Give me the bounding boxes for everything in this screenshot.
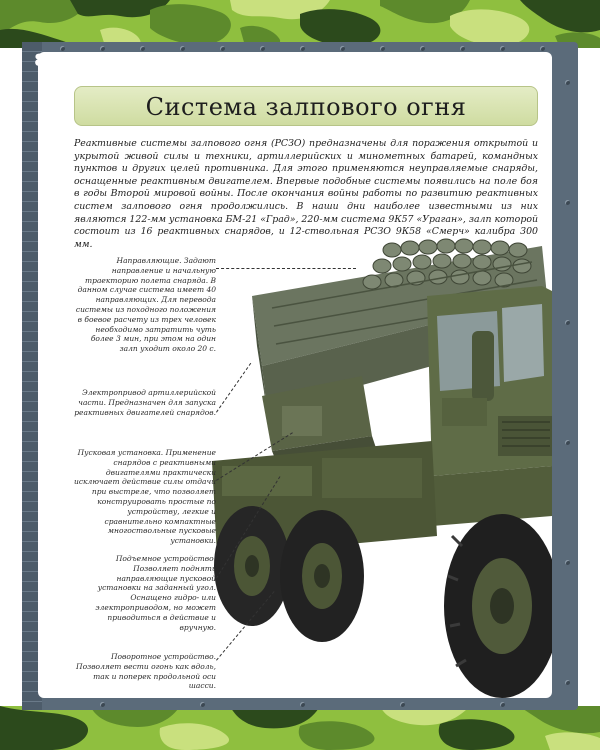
rivet	[565, 320, 570, 325]
rivet	[420, 46, 425, 51]
rivet	[100, 702, 105, 707]
title-banner	[74, 86, 538, 126]
rivet	[340, 46, 345, 51]
rivet	[220, 46, 225, 51]
page-title: Система залпового огня	[145, 93, 467, 121]
rivet	[565, 200, 570, 205]
annotation-traverse-mechanism: Поворотное устройство. Позволяет вести огонь как вдоль, так и поперек продольной оси шасси.	[76, 652, 216, 691]
rivet	[200, 702, 205, 707]
rivet	[565, 560, 570, 565]
rivet	[100, 46, 105, 51]
annotation-elevating-mechanism: Подъемное устройство. Позволяет поднять направляющие пусковой установки на заданный угол. Оснащено гидро- или электроприводом, но может приводиться в действие и вручную.	[95, 554, 216, 632]
annotation-electric-drive: Электропривод артиллерийской части. Предназначен для запуска реактивных двигателей снарядов.	[74, 388, 216, 417]
leader-line	[216, 268, 356, 269]
rivet	[565, 80, 570, 85]
annotation-guides: Направляющие. Задают направление и начальную траекторию полета снаряда. В данном случае система имеет 40 направляющих. Для перевода системы из походного положения в боевое расчету из трех человек необходимо затратить чуть более 3 мин, при этом на один залп уходит около 20 с.	[75, 256, 216, 354]
annotation-launcher: Пусковая установка. Применение снарядов с реактивными двигателями практически исключает действие силы отдачи при выстреле, что позволяет конструировать простые по устройству, легкие и сравнительно компактные многоствольные пусковые установки.	[74, 448, 216, 546]
rivet	[300, 46, 305, 51]
rivet	[260, 46, 265, 51]
rivet	[540, 46, 545, 51]
rivet	[460, 46, 465, 51]
rocket-launcher-truck-illustration	[212, 236, 552, 706]
intro-paragraph: Реактивные системы залпового огня (РСЗО) предназначены для поражения открытой и укрытой живой силы и техники, артиллерийских и минометных батарей, командных пунктов и других целей противника. Для этого применяются неуправляемые снаряды, оснащенные реактивным двигателем. Впервые подобные системы появились на поле боя в годы Второй мировой войны. После окончания войны работы по развитию реактивных систем залпового огня продолжились. В наши дни наиболее известными из них являются 122-мм установка БМ-21 «Град», 220-мм система 9К57 «Ураган», залп которой состоит из 16 реактивных снарядов, и 12-ствольная РСЗО 9К58 «Смерч» калибра 300 мм.	[74, 138, 538, 250]
rivet	[500, 46, 505, 51]
rivet	[140, 46, 145, 51]
rivet	[565, 440, 570, 445]
rivet	[180, 46, 185, 51]
page-number: 8	[34, 51, 46, 71]
rivet	[60, 46, 65, 51]
camouflage-band-top	[0, 0, 600, 48]
rivet	[380, 46, 385, 51]
camouflage-band-bottom	[0, 706, 600, 750]
rivet	[565, 680, 570, 685]
truck-cab	[427, 286, 552, 526]
